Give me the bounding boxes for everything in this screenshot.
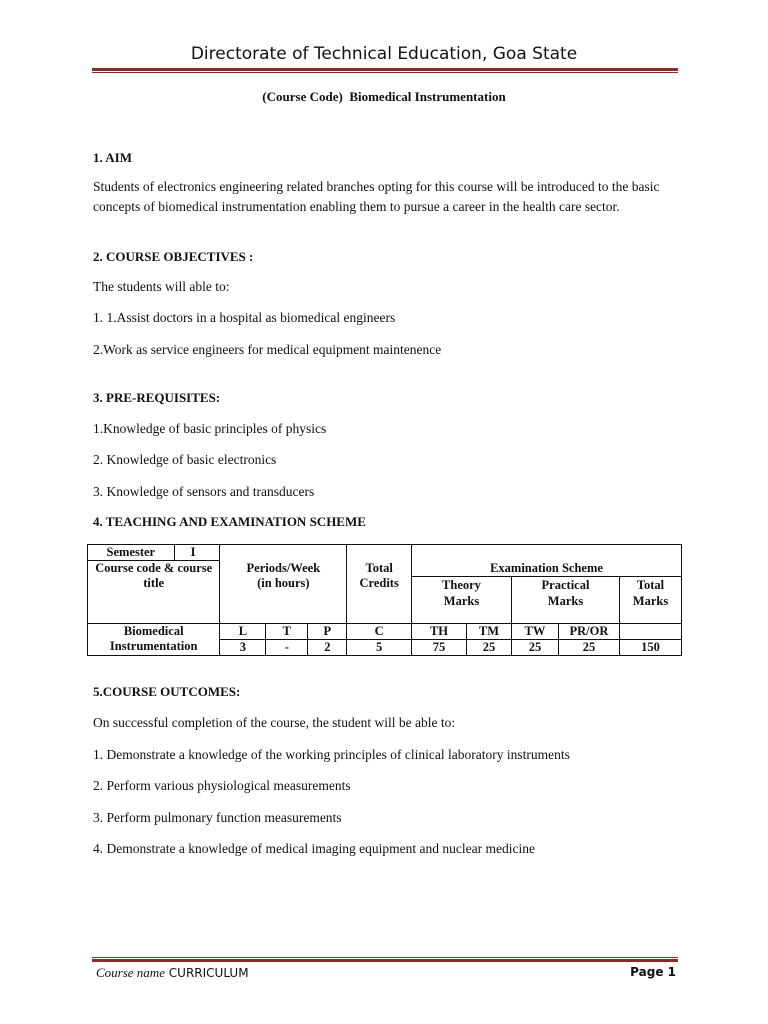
course-name-label: Course name [96, 965, 165, 980]
semester-value: I [174, 545, 220, 561]
prerequisite-item: 2. Knowledge of basic electronics [93, 452, 277, 467]
semester-label: Semester [88, 545, 175, 561]
objective-item: 2.Work as service engineers for medical equipment maintenence [93, 342, 442, 357]
exam-scheme-header: Examination Scheme [412, 561, 681, 577]
objectives-intro: The students will able to: [93, 279, 230, 294]
p-value: 2 [308, 639, 347, 655]
total-value: 150 [619, 639, 681, 655]
footer-course-name [96, 965, 249, 981]
footer-rule [92, 957, 678, 962]
c-value: 5 [347, 639, 412, 655]
course-code: (Course Code) [262, 89, 343, 104]
curriculum-label: CURRICULUM [168, 966, 249, 980]
th-value: 75 [412, 639, 467, 655]
theory-marks-header: Theory Marks [412, 577, 512, 623]
p-header: P [308, 623, 347, 639]
page-number: Page 1 [630, 965, 676, 979]
course-title-cell: Biomedical Instrumentation [88, 623, 220, 655]
outcome-item: 3. Perform pulmonary function measurements [93, 810, 342, 825]
document-title [0, 89, 768, 105]
objectives-heading: 2. COURSE OBJECTIVES : [93, 249, 254, 264]
tw-value: 25 [511, 639, 558, 655]
outcomes-heading: 5.COURSE OUTCOMES: [93, 684, 241, 699]
page-header: Directorate of Technical Education, Goa State [190, 44, 578, 64]
scheme-table [87, 544, 682, 656]
t-header: T [266, 623, 308, 639]
aim-heading: 1. AIM [93, 150, 132, 165]
objective-item: 1. 1.Assist doctors in a hospital as biomedical engineers [93, 310, 396, 325]
outcome-item: 2. Perform various physiological measurements [93, 778, 351, 793]
tm-value: 25 [466, 639, 511, 655]
l-value: 3 [220, 639, 266, 655]
outcome-item: 4. Demonstrate a knowledge of medical imaging equipment and nuclear medicine [93, 841, 535, 856]
header-rule [92, 68, 678, 73]
th-header: TH [412, 623, 467, 639]
pror-value: 25 [558, 639, 619, 655]
course-column-header: Course code & course title [88, 561, 220, 624]
aim-text: Students of electronics engineering related branches opting for this course will be introduced to the basic concepts of biomedical instrumentation enabling them to pursue a career in the health care sector. [93, 179, 660, 214]
periods-column-header: Periods/Week (in hours) [220, 561, 347, 624]
credits-column-header: Total Credits [347, 561, 412, 624]
prerequisite-item: 1.Knowledge of basic principles of physics [93, 421, 327, 436]
outcome-item: 1. Demonstrate a knowledge of the working principles of clinical laboratory instruments [93, 747, 570, 762]
prerequisites-heading: 3. PRE-REQUISITES: [93, 390, 221, 405]
tw-header: TW [511, 623, 558, 639]
c-header: C [347, 623, 412, 639]
practical-marks-header: Practical Marks [512, 577, 620, 623]
total-marks-header: Total Marks [632, 577, 669, 608]
scheme-heading: 4. TEACHING AND EXAMINATION SCHEME [93, 514, 366, 529]
tm-header: TM [466, 623, 511, 639]
prerequisite-item: 3. Knowledge of sensors and transducers [93, 484, 315, 499]
t-value: - [266, 639, 308, 655]
outcomes-intro: On successful completion of the course, the student will be able to: [93, 715, 456, 730]
l-header: L [220, 623, 266, 639]
pror-header: PR/OR [558, 623, 619, 639]
course-name: Biomedical Instrumentation [349, 89, 506, 104]
